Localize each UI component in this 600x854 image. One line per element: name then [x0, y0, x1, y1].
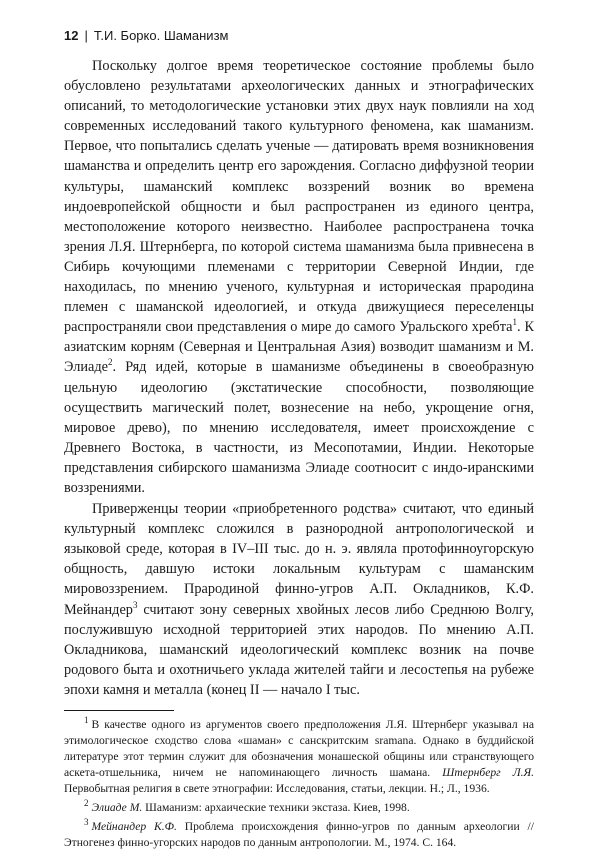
paragraph-text: . Ряд идей, которые в шаманизме объединены в своеобразную цельную идеологию (экстатические способности, позволяющие осуществить магический полет, вознесение на небо, укрощение огня, мировое древо), по мнению исследователя, имеет происхождение с Древнего Востока, в частности, из Месопотамии, Индии. Некоторые представления сибирского шаманизма Элиаде соотносит с индо-иранскими воззрениями. — [64, 359, 534, 496]
footnote-author: Штернберг Л.Я. — [442, 766, 534, 779]
paragraph-text: . К азиатским корням (Северная и Центральная Азия) возводит шаманизм и М. Элиаде — [64, 319, 534, 376]
footnote-text: Первобытная религия в свете этнографии: Исследования, статьи, лекции. Н.; Л., 1936. — [64, 782, 490, 795]
footnote-number: 1 — [84, 715, 89, 726]
footnote-text: В качестве одного из аргументов своего предположения Л.Я. Штернберг указывал на этимологическое сходство слова «шаман» с санскритским sramana. Однако в буддийской литературе этот термин служит для обозначения монашеской общины или странствующего аскета-отшельника, ничем не напоминающего личность шамана. — [64, 718, 534, 779]
paragraph-text: Приверженцы теории «приобретенного родства» считают, что единый культурный комплекс сложился в разнородной антропологической и языковой среде, которая в IV–III тыс. до н. э. являла протофинноугорскую общность, давшую истоки локальным культурам с шаманским мировоззрением. Прародиной финно-угров А.П. Окладников, К.Ф. Мейнандер — [64, 501, 534, 618]
running-title: Т.И. Борко. Шаманизм — [93, 28, 229, 43]
footnote-number: 2 — [84, 798, 89, 809]
footnote-author: Мейнандер К.Ф. — [91, 820, 177, 833]
footnotes — [64, 717, 534, 851]
footnote — [64, 717, 534, 797]
footnote — [64, 800, 534, 816]
paragraph — [64, 56, 534, 498]
footnote-ref: 2 — [108, 357, 113, 368]
footnote-divider — [64, 710, 174, 711]
page-number: 12 — [64, 28, 79, 43]
footnote-ref: 1 — [512, 317, 517, 328]
footnote-author: Элиаде М. — [91, 801, 143, 814]
footnote — [64, 819, 534, 851]
footnote-number: 3 — [84, 817, 89, 828]
paragraph — [64, 499, 534, 700]
paragraph-text: Поскольку долгое время теоретическое состояние проблемы было обусловлено результатами археологических данных и этнографических описаний, то методологические установки этих двух наук повлияли на ход современных исследований такого культурного феномена, как шаманизм. Первое, что попытались сделать ученые — датировать время возникновения шаманства и определить центр его зарождения. Согласно диффузной теории культуры, шаманский комплекс воззрений возник во времена индоевропейской общности и был распространен из единого центра, местоположение которого неизвестно. Наиболее распространена точка зрения Л.Я. Штернберга, по которой система шаманизма была привнесена в Сибирь кочующими племенами с территории Северной Индии, где находилась, по мнению ученого, культурная и историческая прародина племен с шаманской идеологией, и откуда движущиеся переселенцы распространяли свои представления о мире до самого Уральского хребта — [64, 58, 534, 336]
running-head — [64, 28, 534, 44]
header-separator: | — [84, 28, 88, 43]
book-page — [64, 28, 534, 854]
footnote-ref: 3 — [132, 599, 138, 610]
paragraph-text: считают зону северных хвойных лесов либо Среднюю Волгу, послужившую исходной территорией этих народов. По мнению А.П. Окладникова, шаманский идеологический комплекс возник на почве родового быта и охотничьего уклада жителей тайги и лесостепья на рубеже эпохи камня и металла (конец II — начало I тыс. — [64, 601, 534, 698]
body-text — [64, 56, 534, 700]
footnote-text: Проблема происхождения финно-угров по данным археологии // Этногенез финно-угорских народов по данным антропологии. М., 1974. С. 164. — [64, 820, 534, 849]
footnote-text: Шаманизм: архаические техники экстаза. Киев, 1998. — [142, 801, 410, 814]
